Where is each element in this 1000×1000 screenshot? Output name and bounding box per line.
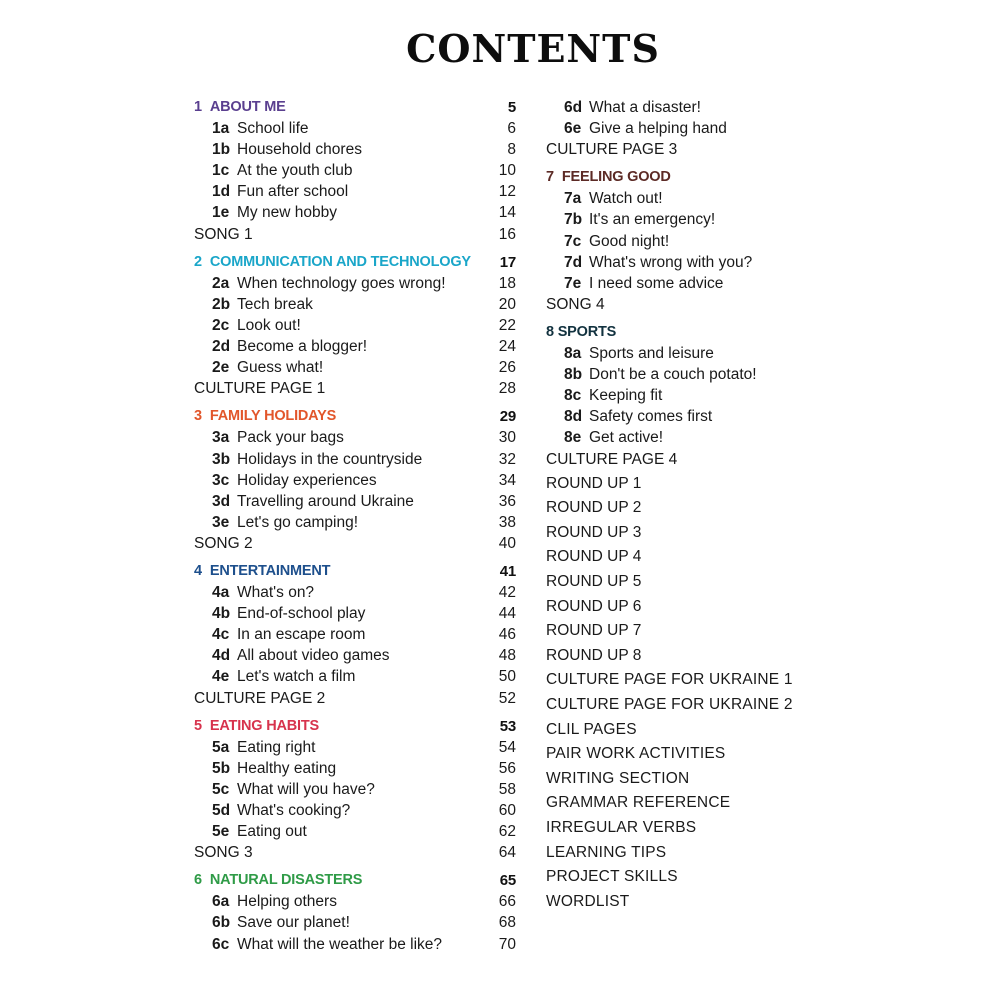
back-matter-item[interactable]: ROUND UP 7 <box>546 622 642 640</box>
lesson-code: 7e <box>564 274 582 292</box>
lesson-code: 6b <box>212 914 231 932</box>
lesson-code: 6d <box>564 99 583 116</box>
lesson-entry[interactable] <box>194 470 518 491</box>
lesson-code: 8d <box>564 408 583 426</box>
lesson-code: 5e <box>212 823 230 841</box>
page-number: 50 <box>498 668 516 686</box>
lesson-entry[interactable] <box>194 491 518 512</box>
page-number: 52 <box>498 689 516 707</box>
lesson-title: Household chores <box>237 141 362 159</box>
page-number: 60 <box>498 802 516 819</box>
unit-heading-7[interactable] <box>546 167 846 188</box>
lesson-code: 1d <box>212 183 231 201</box>
lesson-code: 5b <box>212 759 231 777</box>
lesson-entry[interactable] <box>194 357 518 378</box>
lesson-code: 6e <box>564 120 582 138</box>
lesson-title: Give a helping hand <box>589 120 727 138</box>
extra-entry[interactable] <box>194 842 518 863</box>
page-number: 48 <box>498 647 516 665</box>
page-number: 16 <box>498 225 516 243</box>
page-number: 24 <box>498 338 516 356</box>
lesson-title: Holiday experiences <box>237 471 377 489</box>
unit-title: EATING HABITS <box>209 717 319 734</box>
contents-right-column <box>546 97 846 914</box>
page-number: 30 <box>498 429 516 447</box>
lesson-title: Travelling around Ukraine <box>237 492 414 510</box>
lesson-title: Watch out! <box>589 190 663 208</box>
back-matter-item[interactable]: CULTURE PAGE FOR UKRAINE 2 <box>546 695 793 713</box>
lesson-entry[interactable] <box>194 582 518 603</box>
lesson-title: Tech break <box>237 295 313 313</box>
back-matter-item[interactable]: ROUND UP 6 <box>546 597 642 615</box>
lesson-entry[interactable] <box>194 779 518 800</box>
lesson-entry[interactable] <box>194 666 518 687</box>
back-matter-item[interactable]: ROUND UP 3 <box>546 523 642 541</box>
lesson-title: Holidays in the countryside <box>237 450 423 468</box>
lesson-entry[interactable] <box>546 427 846 448</box>
lesson-entry[interactable] <box>194 449 518 470</box>
unit-title: 8 SPORTS <box>546 323 617 340</box>
lesson-code: 3c <box>212 471 230 489</box>
lesson-entry[interactable] <box>546 364 846 385</box>
lesson-code: 5d <box>212 802 231 819</box>
lesson-code: 4e <box>212 668 230 686</box>
page-number: 42 <box>498 584 516 602</box>
lesson-title: End-of-school play <box>237 605 366 623</box>
lesson-title: All about video games <box>237 647 390 665</box>
extra-entry[interactable] <box>194 688 518 709</box>
back-matter-item[interactable]: ROUND UP 5 <box>546 572 642 590</box>
page-number: 28 <box>498 380 516 398</box>
lesson-title: Let's go camping! <box>237 513 359 531</box>
extra-title: CULTURE PAGE 2 <box>194 689 326 707</box>
lesson-entry[interactable] <box>546 406 846 427</box>
lesson-code: 2c <box>212 316 230 334</box>
page-number: 12 <box>498 183 516 201</box>
lesson-code: 3d <box>212 492 231 510</box>
lesson-entry[interactable] <box>546 118 846 139</box>
lesson-entry[interactable] <box>194 512 518 533</box>
extra-title: CULTURE PAGE 4 <box>546 450 678 468</box>
extra-title: SONG 3 <box>194 844 253 862</box>
unit-page-number: 5 <box>507 99 516 116</box>
lesson-entry[interactable] <box>194 202 518 223</box>
lesson-code: 6a <box>212 893 230 911</box>
page-number: 34 <box>498 471 516 489</box>
lesson-title: Safety comes first <box>589 408 713 426</box>
lesson-code: 7c <box>564 232 582 250</box>
page-number: 38 <box>498 513 516 531</box>
lesson-code: 8b <box>564 366 583 384</box>
unit-number: 5 <box>194 717 202 734</box>
lesson-entry[interactable] <box>194 821 518 842</box>
lesson-entry[interactable] <box>194 934 518 955</box>
lesson-title: At the youth club <box>237 162 353 180</box>
lesson-entry[interactable] <box>546 343 846 364</box>
page-number: 20 <box>498 295 516 313</box>
lesson-entry[interactable] <box>194 181 518 202</box>
page-number: 40 <box>498 534 516 552</box>
lesson-title: I need some advice <box>589 274 724 292</box>
lesson-title: Don't be a couch potato! <box>589 366 757 384</box>
lesson-title: School life <box>237 120 309 138</box>
lesson-entry[interactable] <box>194 427 518 448</box>
lesson-title: Helping others <box>237 893 337 911</box>
lesson-title: When technology goes wrong! <box>237 274 446 292</box>
extra-title: CULTURE PAGE 1 <box>194 380 326 398</box>
unit-title: FAMILY HOLIDAYS <box>209 408 337 425</box>
unit-page-number: 17 <box>499 253 516 271</box>
lesson-title: Eating out <box>237 823 307 841</box>
back-matter-item[interactable]: PROJECT SKILLS <box>546 868 678 886</box>
lesson-entry[interactable] <box>546 97 846 118</box>
back-matter-list <box>546 472 846 915</box>
lesson-entry[interactable] <box>194 603 518 624</box>
lesson-title: Save our planet! <box>237 914 350 932</box>
unit-title: FEELING GOOD <box>561 169 671 186</box>
unit-heading-2[interactable] <box>194 252 518 273</box>
lesson-title: My new hobby <box>237 204 337 222</box>
lesson-code: 2a <box>212 274 230 292</box>
lesson-title: Guess what! <box>237 359 324 377</box>
unit-title: COMMUNICATION AND TECHNOLOGY <box>209 253 471 270</box>
lesson-title: Sports and leisure <box>589 345 714 363</box>
page-number: 62 <box>498 823 516 841</box>
lesson-entry[interactable] <box>194 139 518 160</box>
lesson-code: 7a <box>564 190 582 208</box>
unit-number: 2 <box>194 253 202 270</box>
lesson-code: 8c <box>564 387 582 405</box>
extra-title: SONG 2 <box>194 534 253 552</box>
lesson-title: Become a blogger! <box>237 338 368 356</box>
lesson-code: 2e <box>212 359 230 377</box>
lesson-code: 4c <box>212 626 230 644</box>
unit-title: NATURAL DISASTERS <box>209 872 363 889</box>
lesson-code: 6c <box>212 935 230 953</box>
unit-page-number: 65 <box>499 872 516 890</box>
page-number: 10 <box>498 162 516 180</box>
extra-entry[interactable] <box>546 139 846 160</box>
unit-number: 6 <box>194 872 202 889</box>
lesson-code: 7d <box>564 253 583 271</box>
back-matter-item[interactable]: CLIL PAGES <box>546 720 637 738</box>
lesson-title: What's cooking? <box>237 802 351 819</box>
lesson-title: Pack your bags <box>237 429 344 447</box>
back-matter-item[interactable]: WORDLIST <box>546 892 630 910</box>
lesson-code: 1e <box>212 204 230 222</box>
lesson-entry[interactable] <box>194 800 518 821</box>
lesson-entry[interactable] <box>546 252 846 273</box>
lesson-title: In an escape room <box>237 626 366 644</box>
lesson-code: 8a <box>564 345 582 363</box>
lesson-code: 1a <box>212 120 230 138</box>
page-number: 14 <box>498 204 516 222</box>
unit-heading-6[interactable] <box>194 870 518 891</box>
page-number: 18 <box>498 274 516 292</box>
back-matter-item[interactable]: CULTURE PAGE FOR UKRAINE 1 <box>546 671 793 689</box>
back-matter-item[interactable]: ROUND UP 1 <box>546 474 642 492</box>
lesson-entry[interactable] <box>194 891 518 912</box>
lesson-title: Good night! <box>589 232 670 250</box>
lesson-code: 3b <box>212 450 231 468</box>
lesson-code: 4a <box>212 584 230 602</box>
back-matter-item[interactable]: WRITING SECTION <box>546 769 690 787</box>
page-number: 46 <box>498 626 516 644</box>
page-number: 6 <box>507 120 516 138</box>
unit-title: ENTERTAINMENT <box>209 562 331 579</box>
extra-title: CULTURE PAGE 3 <box>546 141 678 159</box>
page-number: 54 <box>498 738 516 756</box>
extra-entry[interactable] <box>194 378 518 399</box>
unit-page-number: 29 <box>499 408 516 426</box>
back-matter-item[interactable]: IRREGULAR VERBS <box>546 818 697 836</box>
lesson-entry[interactable] <box>194 160 518 181</box>
page-number: 70 <box>498 935 516 953</box>
back-matter-item[interactable]: GRAMMAR REFERENCE <box>546 794 731 812</box>
lesson-title: What a disaster! <box>589 99 701 116</box>
lesson-code: 1b <box>212 141 231 159</box>
lesson-entry[interactable] <box>194 624 518 645</box>
lesson-title: What will you have? <box>237 780 375 798</box>
lesson-code: 5a <box>212 738 230 756</box>
unit-title: ABOUT ME <box>209 99 286 115</box>
lesson-code: 8e <box>564 429 582 447</box>
lesson-code: 4d <box>212 647 231 665</box>
lesson-title: Eating right <box>237 738 316 756</box>
page-number: 44 <box>498 605 516 623</box>
lesson-entry[interactable] <box>546 273 846 294</box>
lesson-title: What's wrong with you? <box>589 253 753 271</box>
unit-heading-4[interactable] <box>194 561 518 582</box>
page-number: 36 <box>498 492 516 510</box>
page-number: 68 <box>498 914 516 932</box>
extra-entry[interactable] <box>194 224 518 245</box>
lesson-entry[interactable] <box>194 758 518 779</box>
lesson-code: 5c <box>212 780 230 798</box>
lesson-entry[interactable] <box>546 188 846 209</box>
lesson-title: What's on? <box>237 584 315 602</box>
unit-number: 3 <box>194 408 202 425</box>
lesson-title: What will the weather be like? <box>237 935 443 953</box>
contents-left-column <box>194 97 518 955</box>
lesson-title: Get active! <box>589 429 664 447</box>
lesson-code: 2d <box>212 338 231 356</box>
lesson-code: 3e <box>212 513 230 531</box>
back-matter-item[interactable]: ROUND UP 4 <box>546 548 642 566</box>
back-matter-item[interactable]: ROUND UP 2 <box>546 499 642 517</box>
lesson-entry[interactable] <box>194 336 518 357</box>
lesson-title: Fun after school <box>237 183 349 201</box>
lesson-title: Let's watch a film <box>237 668 356 686</box>
unit-page-number: 53 <box>499 717 516 735</box>
extra-entry[interactable] <box>546 294 846 315</box>
extra-entry[interactable] <box>194 533 518 554</box>
back-matter-item[interactable]: PAIR WORK ACTIVITIES <box>546 745 726 763</box>
lesson-entry[interactable] <box>546 231 846 252</box>
lesson-title: Healthy eating <box>237 759 337 777</box>
lesson-title: Keeping fit <box>589 387 663 405</box>
lesson-code: 4b <box>212 605 231 623</box>
unit-heading-3[interactable] <box>194 406 518 427</box>
page-number: 56 <box>498 759 516 777</box>
page-number: 26 <box>498 359 516 377</box>
unit-heading-1[interactable] <box>194 97 518 118</box>
page-number: 64 <box>498 844 516 862</box>
page-title: CONTENTS <box>406 26 660 71</box>
extra-entry[interactable] <box>546 449 846 470</box>
unit-heading-8[interactable] <box>546 322 846 343</box>
lesson-entry[interactable] <box>546 385 846 406</box>
lesson-entry[interactable] <box>194 737 518 758</box>
unit-page-number: 41 <box>499 562 516 580</box>
lesson-entry[interactable] <box>194 912 518 933</box>
unit-number: 1 <box>194 99 202 115</box>
lesson-entry[interactable] <box>194 118 518 139</box>
page-number: 32 <box>498 450 516 468</box>
unit-number: 7 <box>546 169 554 186</box>
lesson-entry[interactable] <box>194 315 518 336</box>
lesson-code: 7b <box>564 211 583 229</box>
unit-number: 4 <box>194 562 202 579</box>
lesson-code: 2b <box>212 295 231 313</box>
lesson-entry[interactable] <box>194 645 518 666</box>
lesson-entry[interactable] <box>194 273 518 294</box>
extra-title: SONG 1 <box>194 225 253 243</box>
lesson-code: 3a <box>212 429 230 447</box>
lesson-title: Look out! <box>237 316 301 334</box>
extra-title: SONG 4 <box>546 295 605 313</box>
page-number: 8 <box>507 141 516 159</box>
lesson-title: It's an emergency! <box>589 211 716 229</box>
lesson-entry[interactable] <box>194 294 518 315</box>
unit-heading-5[interactable] <box>194 716 518 737</box>
page-number: 22 <box>498 316 516 334</box>
lesson-entry[interactable] <box>546 209 846 230</box>
page-number: 58 <box>498 780 516 798</box>
back-matter-item[interactable]: ROUND UP 8 <box>546 646 642 664</box>
page-number: 66 <box>498 893 516 911</box>
back-matter-item[interactable]: LEARNING TIPS <box>546 843 667 861</box>
lesson-code: 1c <box>212 162 230 180</box>
